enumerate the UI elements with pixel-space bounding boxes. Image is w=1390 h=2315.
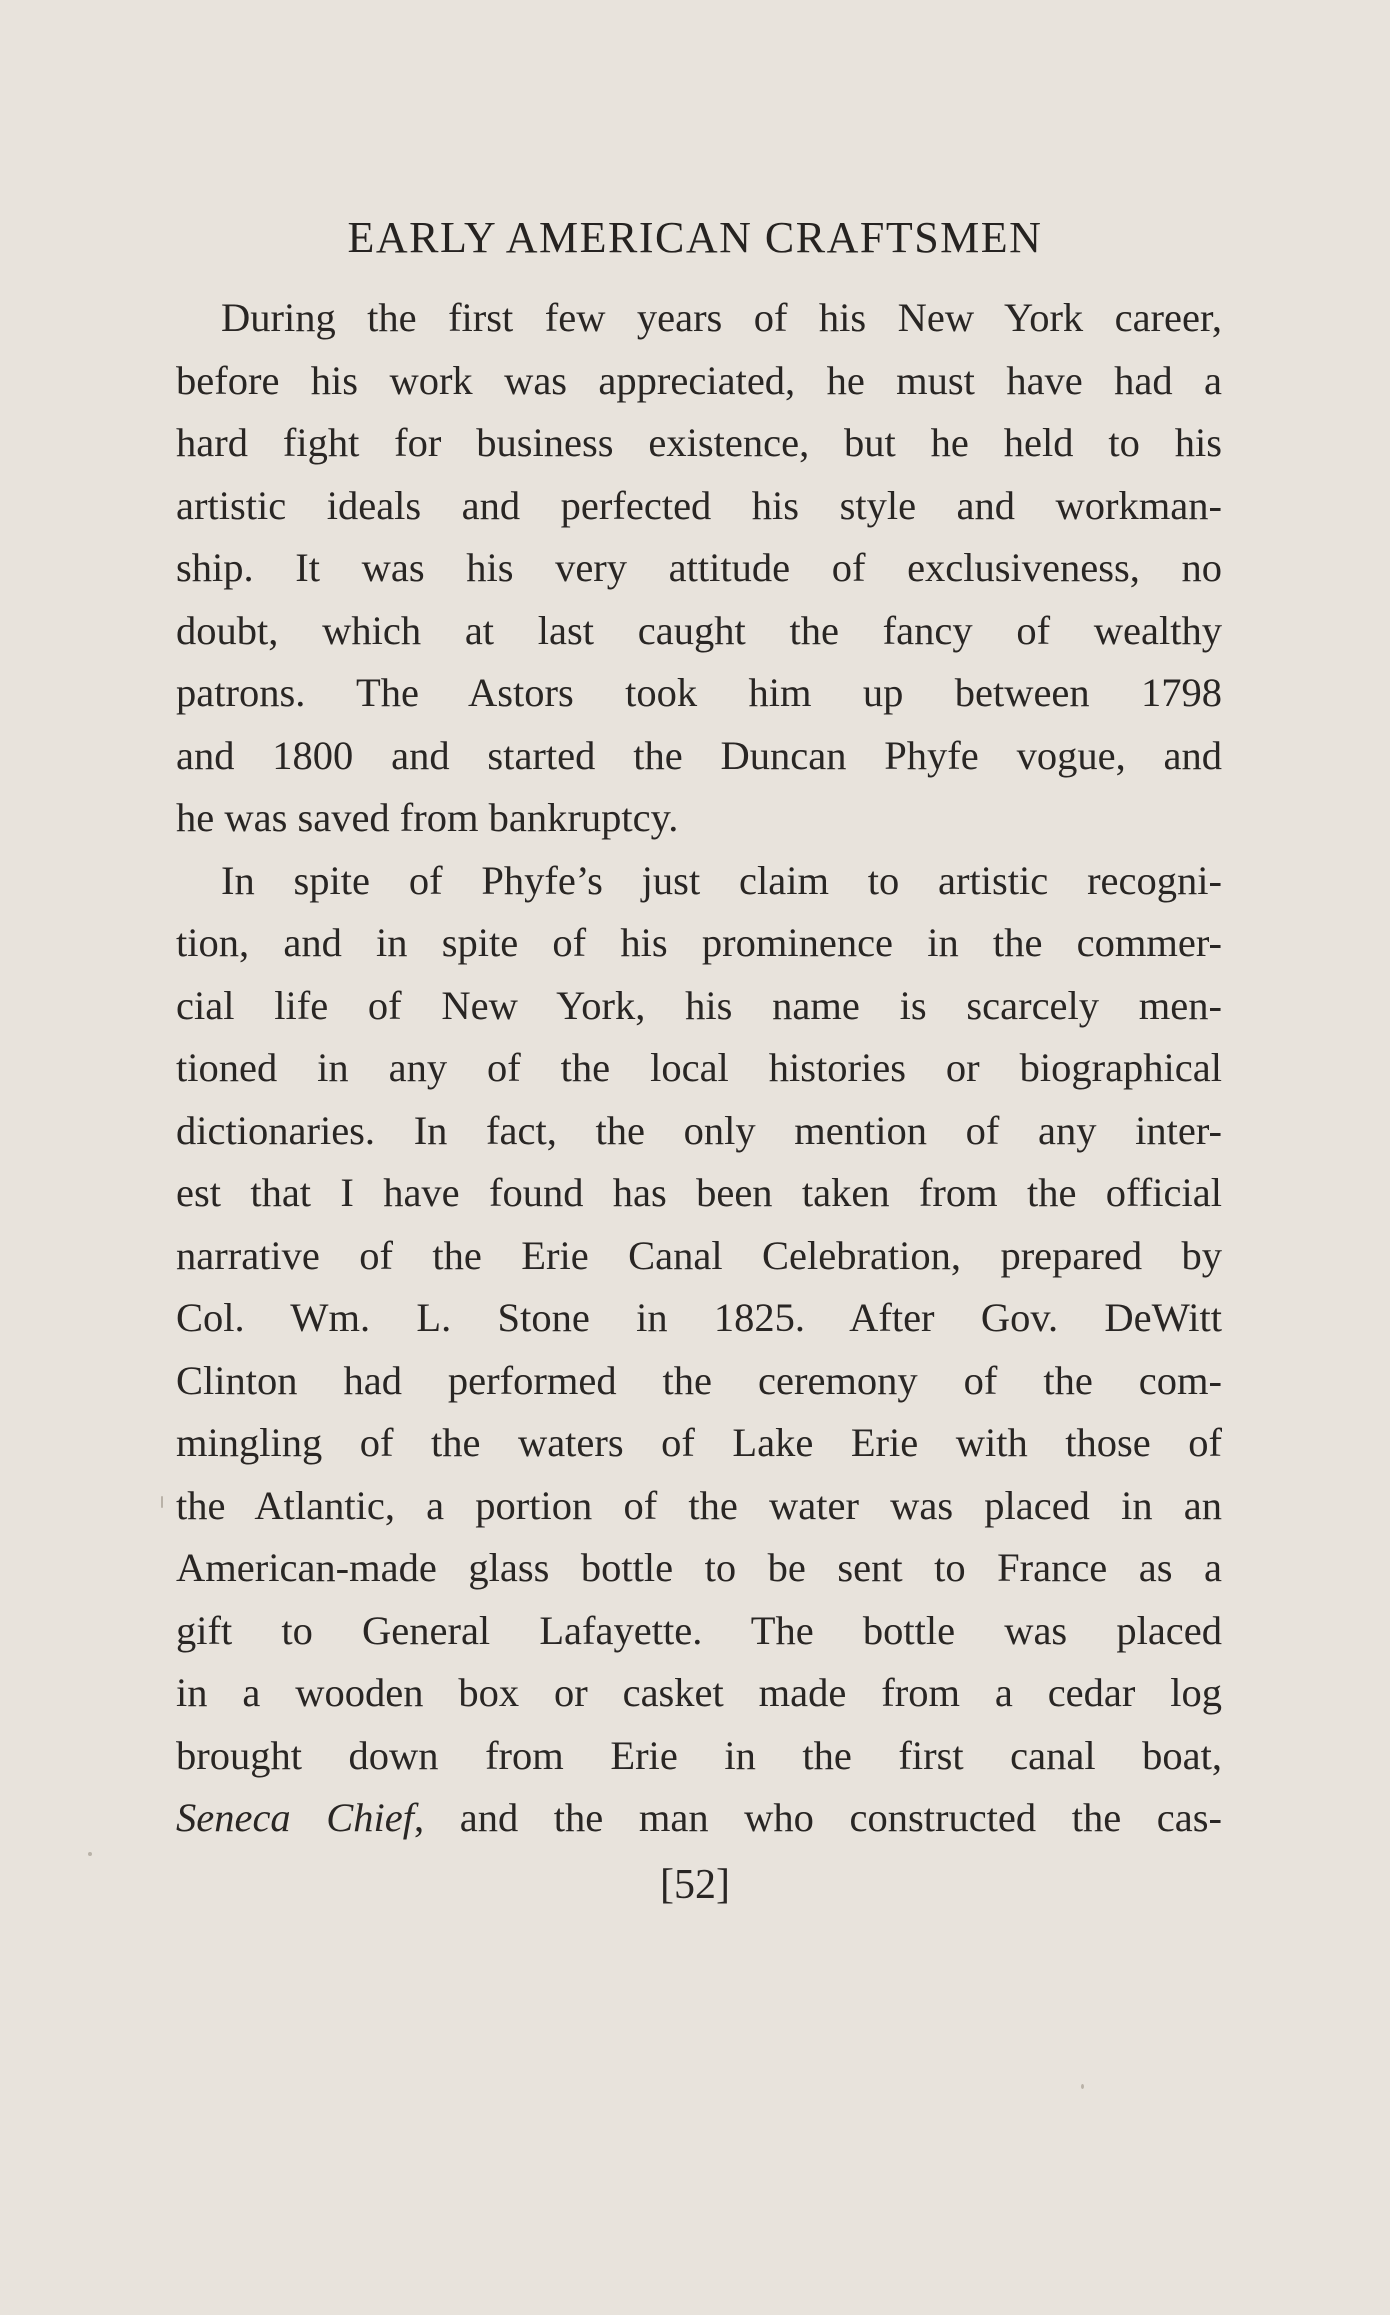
paper-speck — [161, 1496, 163, 1508]
text-line: patrons. The Astors took him up between 1798 — [176, 670, 1222, 715]
text-line: narrative of the Erie Canal Celebration, prepared by — [176, 1232, 1222, 1278]
text-line: tioned in any of the local histories or biographical — [176, 1045, 1222, 1090]
text-line: he was saved from bankruptcy. — [176, 795, 679, 840]
text-line: Seneca Chief, and the man who constructed the cas- — [176, 1795, 1223, 1840]
text-line: American-made glass bottle to be sent to France as a — [176, 1545, 1222, 1590]
text-line: brought down from Erie in the first canal boat, — [176, 1732, 1222, 1778]
running-head: EARLY AMERICAN CRAFTSMEN — [347, 213, 1043, 262]
text-line: gift to General Lafayette. The bottle was placed — [176, 1607, 1222, 1653]
text-line: During the first few years of his New York career, — [221, 295, 1222, 340]
paper-speck — [88, 1852, 92, 1856]
paper-speck — [1081, 2084, 1084, 2089]
text-line: est that I have found has been taken from the official — [176, 1170, 1222, 1215]
text-line: In spite of Phyfe’s just claim to artistic recogni- — [221, 857, 1222, 903]
text-line: hard fight for business existence, but he held to his — [176, 420, 1222, 465]
text-line: the Atlantic, a portion of the water was placed in an — [176, 1482, 1222, 1528]
paragraph-2 — [176, 850, 1222, 1850]
text-line: doubt, which at last caught the fancy of wealthy — [176, 607, 1222, 653]
text-line: mingling of the waters of Lake Erie with those of — [176, 1420, 1222, 1465]
ship-name: Seneca Chief — [176, 1795, 415, 1840]
body-text — [176, 287, 1222, 1850]
text-line: Clinton had performed the ceremony of the com- — [176, 1357, 1222, 1403]
text-line: before his work was appreciated, he must have had a — [176, 357, 1222, 403]
text-line: tion, and in spite of his prominence in the commer- — [176, 920, 1222, 965]
text-line: ship. It was his very attitude of exclusiveness, no — [176, 545, 1222, 590]
text-line: cial life of New York, his name is scarcely men- — [176, 982, 1222, 1028]
text-line: in a wooden box or casket made from a cedar log — [176, 1670, 1222, 1715]
text-line: artistic ideals and perfected his style and workman- — [176, 482, 1222, 528]
paragraph-1 — [176, 287, 1222, 850]
text-line: and 1800 and started the Duncan Phyfe vogue, and — [176, 732, 1222, 778]
text-line: dictionaries. In fact, the only mention of any inter- — [176, 1107, 1222, 1153]
page-number: [52] — [660, 1862, 730, 1908]
text-line: Col. Wm. L. Stone in 1825. After Gov. DeWitt — [176, 1295, 1222, 1340]
